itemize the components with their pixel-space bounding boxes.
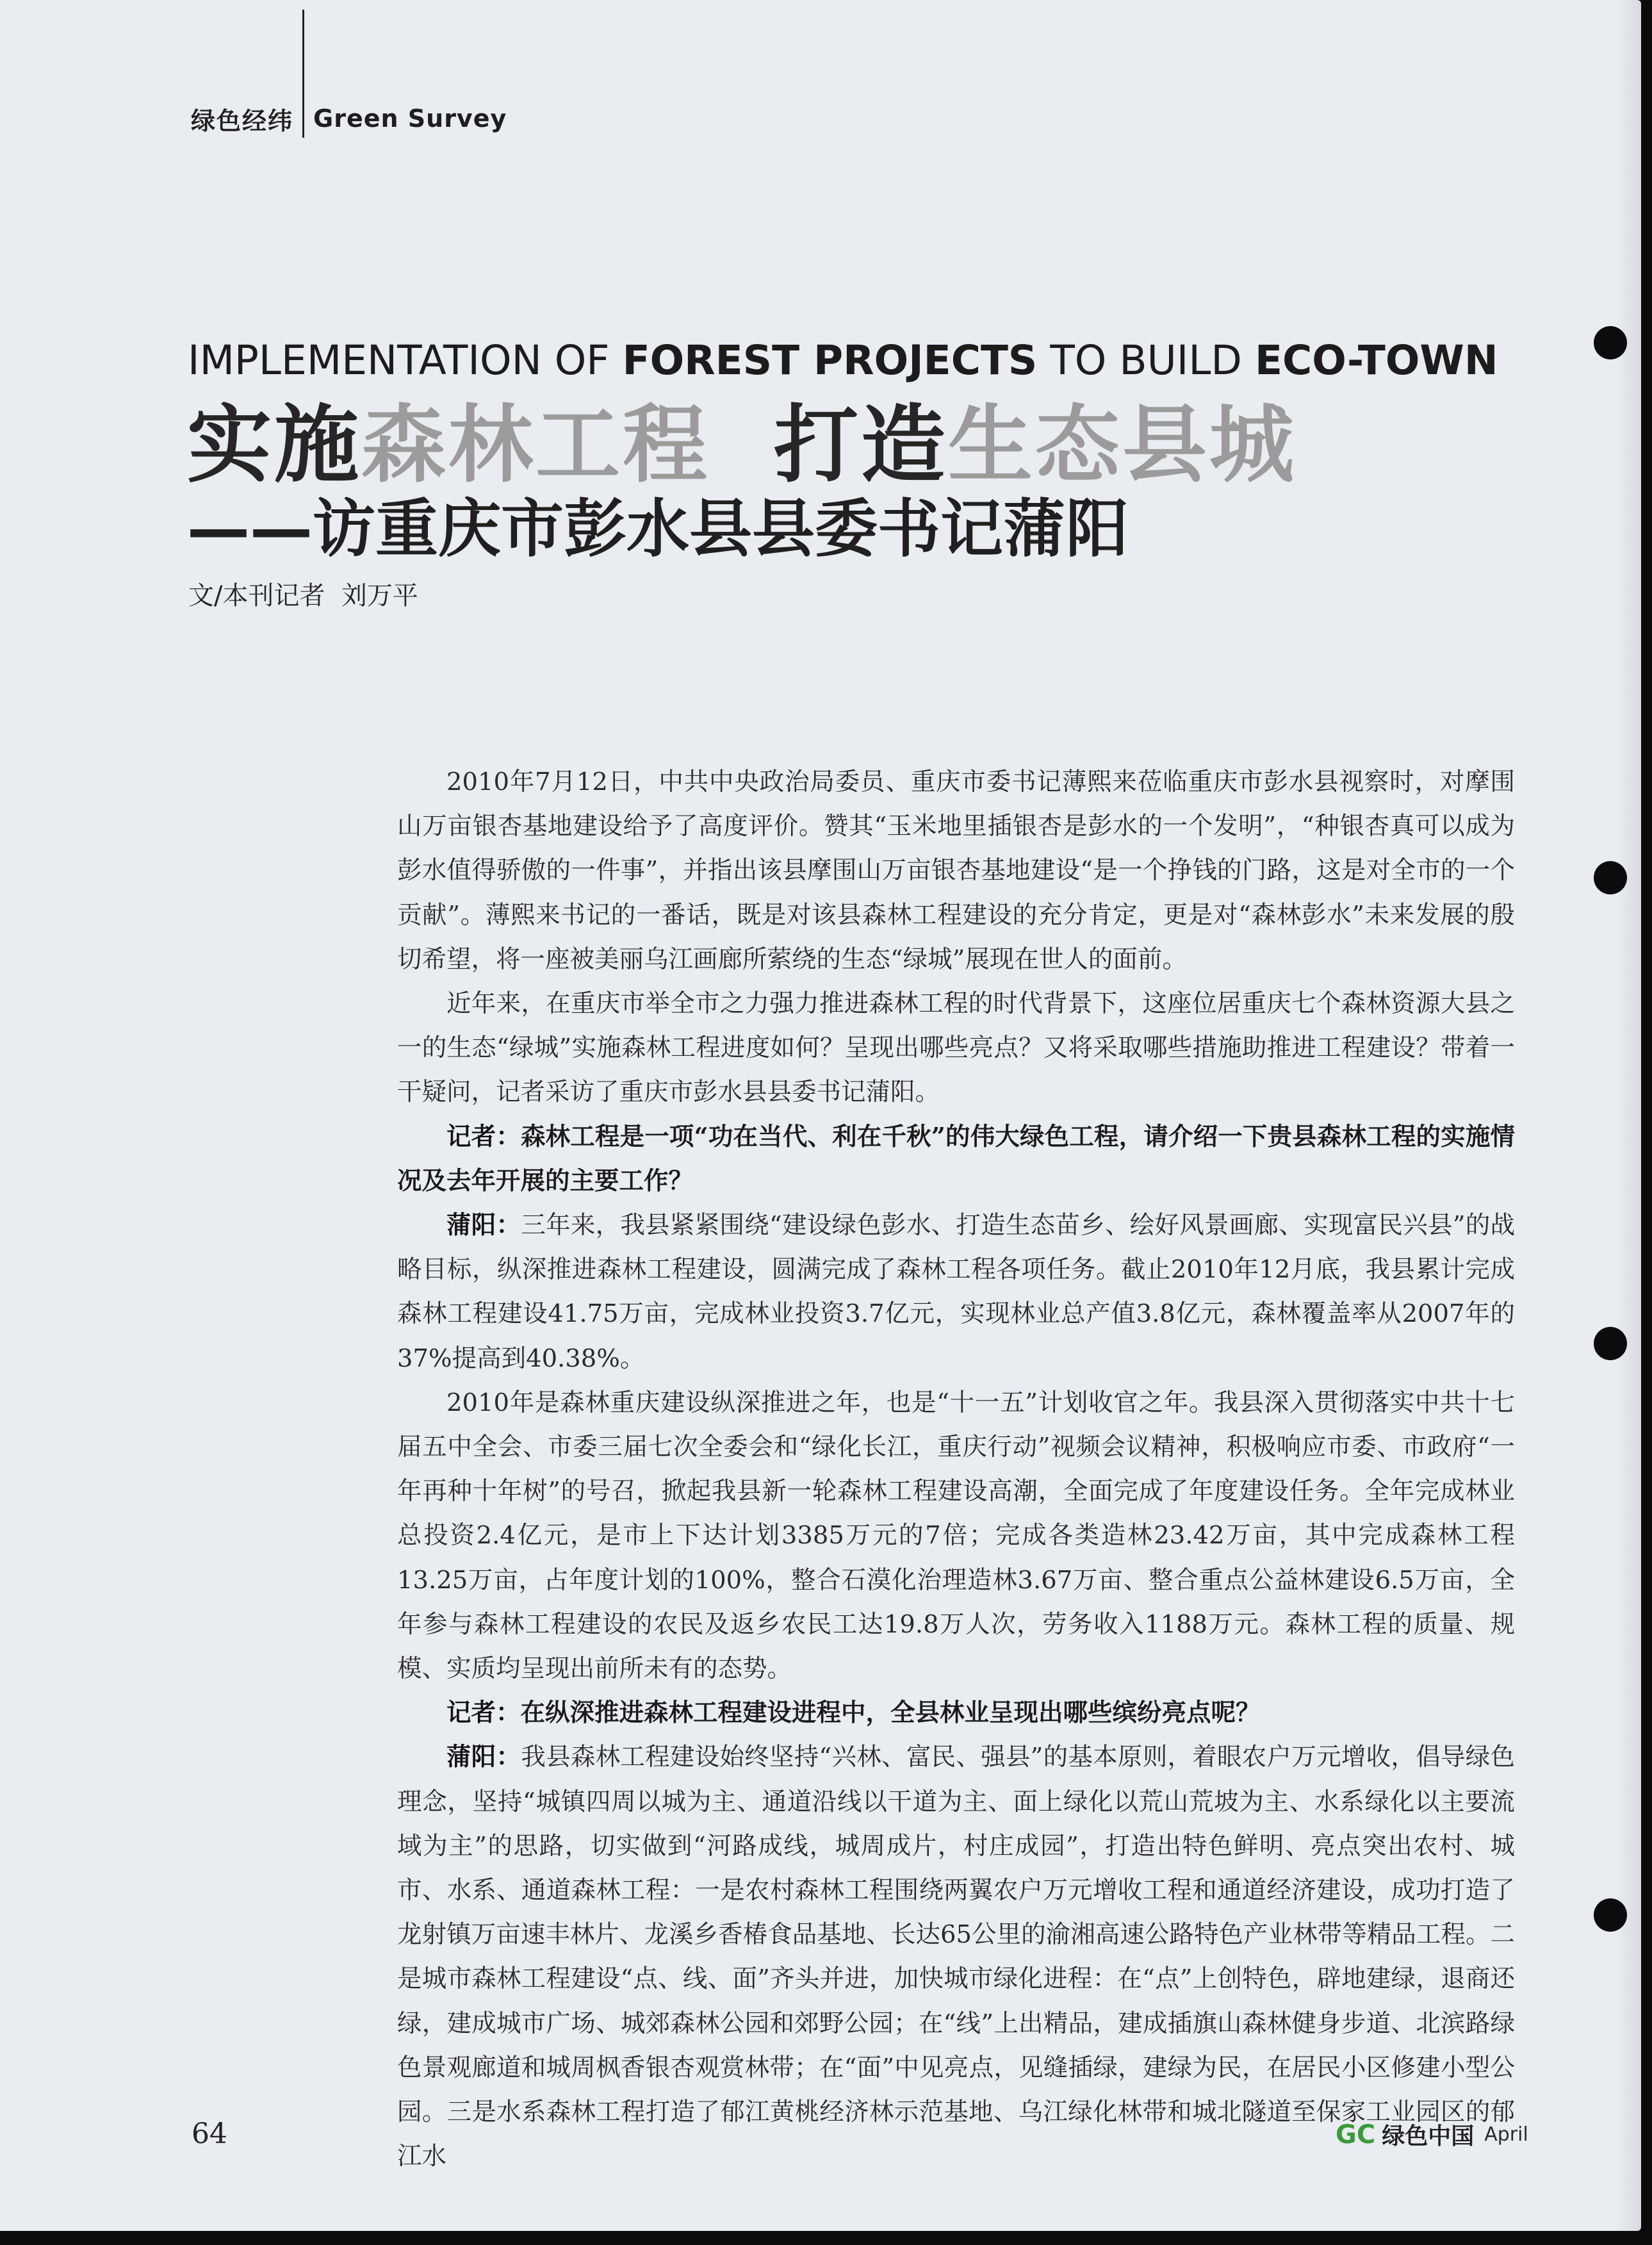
magazine-logo: GC xyxy=(1336,2119,1376,2150)
section-header xyxy=(191,101,507,136)
binder-hole xyxy=(1594,1327,1627,1360)
paragraph-text: 我县森林工程建设始终坚持“兴林、富民、强县”的基本原则，着眼农户万元增收，倡导绿色理念，坚持“城镇四周以城为主、通道沿线以干道为主、面上绿化以荒山荒坡为主、水系绿化以主要流域为主”的思路，切实做到“河路成线，城周成片，村庄成园”，打造出特色鲜明、亮点突出农村、城市、水系、通道森林工程：一是农村森林工程围绕两翼农户万元增收工程和通道经济建设，成功打造了龙射镇万亩速丰林片、龙溪乡香椿食品基地、长达65公里的渝湘高速公路特色产业林带等精品工程。二是城市森林工程建设“点、线、面”齐头并进，加快城市绿化进程：在“点”上创特色，辟地建绿，退商还绿，建成城市广场、城郊森林公园和郊野公园；在“线”上出精品，建成插旗山森林健身步道、北滨路绿色景观廊道和城周枫香银杏观赏林带；在“面”中见亮点，见缝插绿，建绿为民，在居民小区修建小型公园。三是水系森林工程打造了郁江黄桃经济林示范基地、乌江绿化林带和城北隧道至保家工业园区的郁江水 xyxy=(397,1743,1515,2171)
binder-hole xyxy=(1594,326,1627,359)
section-name-en: Green Survey xyxy=(313,104,507,133)
title-cn-highlight: 森林工程 xyxy=(361,396,710,495)
binder-hole xyxy=(1594,1898,1627,1932)
title-en-bold: ECO-TOWN xyxy=(1254,337,1498,384)
body-paragraph xyxy=(397,982,1515,1115)
title-cn-highlight: 生态县城 xyxy=(947,396,1296,495)
header-divider xyxy=(302,10,304,138)
body-paragraph xyxy=(397,1381,1515,1691)
paragraph-text: 森林工程是一项“功在当代、利在千秋”的伟大绿色工程，请介绍一下贵县森林工程的实施情况及去年开展的主要工作？ xyxy=(397,1122,1515,1196)
article-body xyxy=(397,760,1515,2179)
title-en-bold: FOREST PROJECTS xyxy=(622,337,1038,384)
paragraph-text: 2010年7月12日，中共中央政治局委员、重庆市委书记薄熙来莅临重庆市彭水县视察时，对摩围山万亩银杏基地建设给予了高度评价。赞其“玉米地里插银杏是彭水的一个发明”，“种银杏真可以成为彭水值得骄傲的一件事”，并指出该县摩围山万亩银杏基地建设“是一个挣钱的门路，这是对全市的一个贡献”。薄熙来书记的一番话，既是对该县森林工程建设的充分肯定，更是对“森林彭水”未来发展的殷切希望，将一座被美丽乌江画廊所萦绕的生态“绿城”展现在世人的面前。 xyxy=(397,768,1515,974)
paragraph-text: 2010年是森林重庆建设纵深推进之年，也是“十一五”计划收官之年。我县深入贯彻落实中共十七届五中全会、市委三届七次全委会和“绿化长江，重庆行动”视频会议精神，积极响应市委、市政府“一年再种十年树”的号召，掀起我县新一轮森林工程建设高潮，全面完成了年度建设任务。全年完成林业总投资2.4亿元，是市上下达计划3385万元的7倍；完成各类造林23.42万亩，其中完成森林工程13.25万亩，占年度计划的100%，整合石漠化治理造林3.67万亩、整合重点公益林建设6.5万亩，全年参与森林工程建设的农民及返乡农民工达19.8万人次，劳务收入1188万元。森林工程的质量、规模、实质均呈现出前所未有的态势。 xyxy=(397,1388,1515,1684)
interview-answer xyxy=(397,1203,1515,1381)
speaker-label: 蒲阳： xyxy=(446,1211,521,1240)
speaker-label: 记者： xyxy=(446,1122,521,1151)
subtitle: ——访重庆市彭水县县委书记蒲阳 xyxy=(187,493,1129,566)
title-english xyxy=(188,337,1498,384)
paragraph-text: 在纵深推进森林工程建设进程中，全县林业呈现出哪些缤纷亮点呢？ xyxy=(520,1698,1261,1728)
title-cn-text: 打造 xyxy=(710,396,948,495)
magazine-name: 绿色中国 xyxy=(1382,2123,1475,2150)
speaker-label: 蒲阳： xyxy=(446,1743,521,1772)
magazine-footer xyxy=(1336,2118,1528,2151)
issue-month: April xyxy=(1484,2123,1528,2146)
section-name-cn: 绿色经纬 xyxy=(191,106,294,135)
speaker-label: 记者： xyxy=(446,1698,521,1728)
title-chinese xyxy=(187,397,1296,493)
binder-hole xyxy=(1594,861,1627,894)
paragraph-text: 近年来，在重庆市举全市之力强力推进森林工程的时代背景下，这座位居重庆七个森林资源大县之一的生态“绿城”实施森林工程进度如何？呈现出哪些亮点？又将采取哪些措施助推进工程建设？带着一干疑问，记者采访了重庆市彭水县县委书记蒲阳。 xyxy=(397,989,1515,1107)
byline: 文/本刊记者 刘万平 xyxy=(188,581,418,611)
body-paragraph xyxy=(397,760,1515,982)
interview-question xyxy=(397,1115,1515,1203)
title-en-text: TO BUILD xyxy=(1037,337,1255,384)
title-cn-text: 实施 xyxy=(187,396,361,495)
title-en-text: IMPLEMENTATION OF xyxy=(188,337,623,384)
page-number: 64 xyxy=(192,2118,227,2150)
interview-answer xyxy=(397,1735,1515,2178)
paragraph-text: 三年来，我县紧紧围绕“建设绿色彭水、打造生态苗乡、绘好风景画廊、实现富民兴县”的战略目标，纵深推进森林工程建设，圆满完成了森林工程各项任务。截止2010年12月底，我县累计完成森林工程建设41.75万亩，完成林业投资3.7亿元，实现林业总产值3.8亿元，森林覆盖率从2007年的37%提高到40.38%。 xyxy=(397,1211,1515,1373)
interview-question xyxy=(397,1691,1515,1735)
